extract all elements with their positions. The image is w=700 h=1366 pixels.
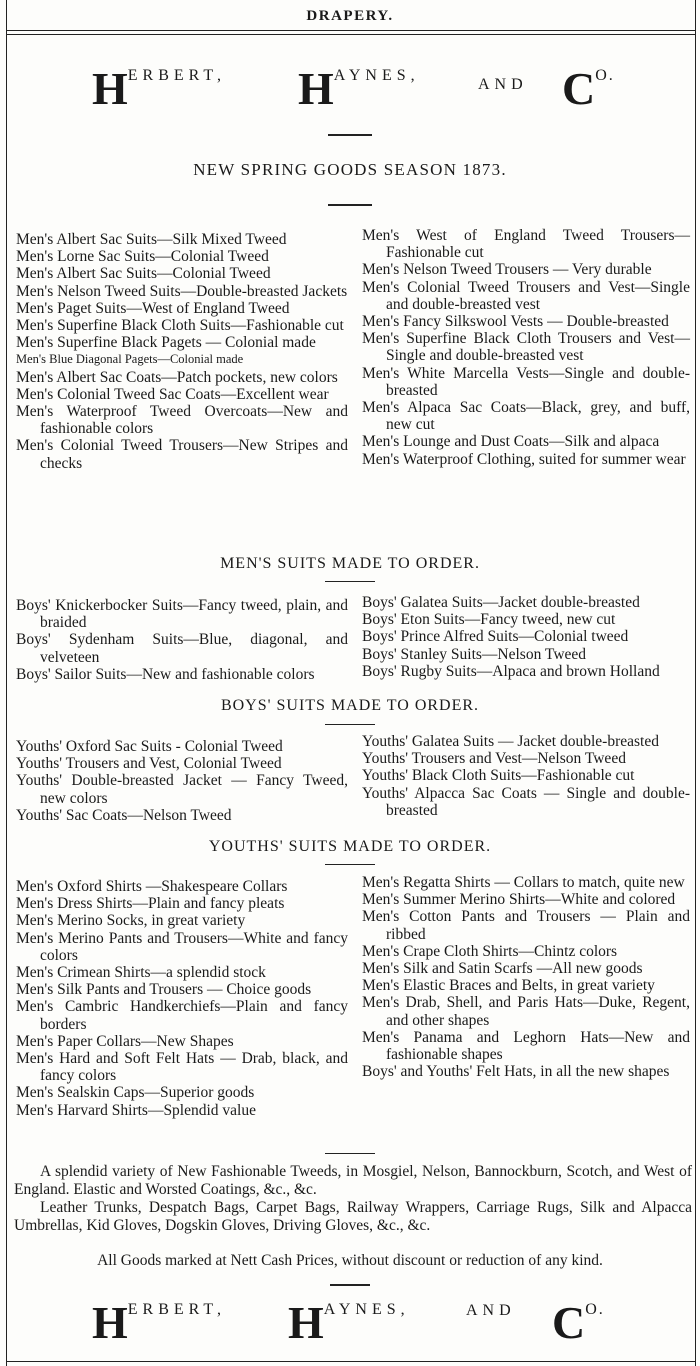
bottom-rule: [6, 1361, 696, 1362]
list-item: Men's Albert Sac Suits—Colonial Tweed: [16, 265, 271, 283]
list-item: Men's Paper Collars—New Shapes: [16, 1032, 234, 1050]
firm-word-and: AND: [466, 1302, 516, 1319]
divider-rule: [328, 204, 372, 206]
list-item: Men's Oxford Shirts —Shakespeare Collars: [16, 878, 288, 895]
list-item: Men's Silk Pants and Trousers — Choice goods: [16, 981, 312, 999]
list-item: Men's Fancy Silkswool Vests — Double-breasted: [362, 313, 669, 331]
list-item: Men's Superfine Black Cloth Trousers and Vest—Single and double-breasted vest: [362, 330, 690, 365]
section-label: DRAPERY.: [306, 8, 394, 24]
leather-paragraph: Leather Trunks, Despatch Bags, Carpet Bags, Railway Wrappers, Carriage Rugs, Silk and Alpacca Umbrellas, Kid Gloves, Dogskin Gloves, Driving Gloves, &c., &c.: [14, 1199, 692, 1234]
list-item: Boys' Sailor Suits—New and fashionable colors: [16, 665, 315, 683]
list-item: Men's Colonial Tweed Trousers—New Stripes and checks: [16, 437, 348, 472]
list-item: Youths' Alpacca Sac Coats — Single and double-breasted: [362, 784, 690, 819]
list-item: Boys' and Youths' Felt Hats, in all the new shapes: [362, 1063, 670, 1081]
firm-word-haynes: AYNES,: [323, 1301, 410, 1318]
list-item: Men's Paget Suits—West of England Tweed: [16, 299, 290, 317]
list-item: Boys' Prince Alfred Suits—Colonial tweed: [362, 628, 629, 646]
misc-right-column: [362, 874, 690, 1080]
firm-initial-c: C: [552, 1297, 586, 1348]
list-item: Men's Dress Shirts—Plain and fancy pleats: [16, 895, 285, 913]
list-item: Youths' Galatea Suits — Jacket double-breasted: [362, 733, 659, 750]
list-item: Men's Lorne Sac Suits—Colonial Tweed: [16, 248, 269, 266]
list-item: Youths' Trousers and Vest—Nelson Tweed: [362, 750, 626, 768]
firm-name-top: [0, 63, 700, 116]
divider-rule: [325, 1153, 375, 1154]
firm-word-herbert: ERBERT,: [127, 67, 226, 84]
youths-left-column: [16, 738, 348, 824]
list-item: Youths' Sac Coats—Nelson Tweed: [16, 806, 232, 824]
misc-left-column: [16, 878, 348, 1119]
list-item: Men's Drab, Shell, and Paris Hats—Duke, Regent, and other shapes: [362, 994, 690, 1029]
list-item: Men's Sealskin Caps—Superior goods: [16, 1084, 255, 1102]
list-item: Men's Crape Cloth Shirts—Chintz colors: [362, 942, 618, 960]
mens-left-column: [16, 231, 348, 472]
mens-heading: MEN'S SUITS MADE TO ORDER.: [220, 555, 480, 572]
list-item: Men's Harvard Shirts—Splendid value: [16, 1101, 256, 1119]
boys-right-column: [362, 594, 690, 680]
list-item: Men's Summer Merino Shirts—White and colored: [362, 891, 676, 909]
mens-right-column: [362, 227, 690, 468]
list-item: Men's Waterproof Tweed Overcoats—New and fashionable colors: [16, 403, 348, 438]
divider-rule: [325, 581, 375, 582]
divider-rule: [325, 724, 375, 725]
list-item: Men's Cotton Pants and Trousers — Plain and ribbed: [362, 908, 690, 943]
list-item: Men's Alpaca Sac Coats—Black, grey, and buff, new cut: [362, 399, 690, 434]
list-item: Boys' Rugby Suits—Alpaca and brown Holland: [362, 662, 660, 680]
list-item: Men's Elastic Braces and Belts, in great variety: [362, 977, 655, 995]
list-item: Boys' Stanley Suits—Nelson Tweed: [362, 645, 587, 663]
list-item: Men's Crimean Shirts—a splendid stock: [16, 964, 266, 982]
firm-initial-h1: H: [92, 63, 128, 114]
top-rule: [6, 30, 696, 31]
firm-word-co: O.: [595, 67, 615, 84]
list-item: Men's Hard and Soft Felt Hats — Drab, black, and fancy colors: [16, 1050, 348, 1085]
season-title: NEW SPRING GOODS SEASON 1873.: [193, 160, 507, 179]
list-item: Men's Nelson Tweed Trousers — Very durable: [362, 261, 652, 279]
firm-word-herbert: ERBERT,: [127, 1301, 226, 1318]
list-item: Youths' Double-breasted Jacket — Fancy Tweed, new colors: [16, 772, 348, 807]
firm-initial-h2: H: [298, 63, 334, 114]
list-item: Youths' Trousers and Vest, Colonial Tweed: [16, 755, 282, 773]
youths-right-column: [362, 733, 690, 819]
list-item: Youths' Black Cloth Suits—Fashionable cut: [362, 767, 635, 785]
boys-left-column: [16, 597, 348, 683]
list-item: Boys' Sydenham Suits—Blue, diagonal, and velveteen: [16, 631, 348, 666]
list-item: Men's Superfine Black Cloth Suits—Fashionable cut: [16, 317, 344, 335]
divider-rule: [330, 1284, 370, 1286]
list-item: Men's Cambric Handkerchiefs—Plain and fancy borders: [16, 998, 348, 1033]
firm-initial-h1: H: [92, 1297, 128, 1348]
list-item: Boys' Eton Suits—Fancy tweed, new cut: [362, 611, 616, 629]
list-item: Men's White Marcella Vests—Single and double-breasted: [362, 364, 690, 399]
list-item: Men's Nelson Tweed Suits—Double-breasted Jackets: [16, 282, 348, 300]
list-item: Men's Waterproof Clothing, suited for summer wear: [362, 450, 686, 468]
firm-word-co: O.: [585, 1301, 605, 1318]
list-item: Men's West of England Tweed Trousers—Fashionable cut: [362, 227, 690, 262]
list-item: Men's Albert Sac Suits—Silk Mixed Tweed: [16, 231, 287, 248]
list-item: Men's Colonial Tweed Trousers and Vest—Single and double-breasted vest: [362, 278, 690, 313]
firm-name-bottom: [0, 1297, 700, 1350]
list-item: Men's Regatta Shirts — Collars to match, quite new: [362, 874, 685, 891]
youths-heading: YOUTHS' SUITS MADE TO ORDER.: [208, 838, 492, 855]
list-item: Men's Lounge and Dust Coats—Silk and alpaca: [362, 433, 660, 451]
nett-prices-note: All Goods marked at Nett Cash Prices, without discount or reduction of any kind.: [97, 1252, 603, 1269]
top-rule-double: [6, 34, 696, 35]
list-item: Men's Superfine Black Pagets — Colonial made: [16, 334, 316, 352]
firm-initial-c: C: [562, 63, 596, 114]
list-item: Boys' Galatea Suits—Jacket double-breasted: [362, 594, 640, 611]
list-item: Men's Albert Sac Coats—Patch pockets, new colors: [16, 368, 338, 386]
firm-word-haynes: AYNES,: [333, 67, 420, 84]
boys-heading: BOYS' SUITS MADE TO ORDER.: [220, 697, 480, 714]
list-item: Men's Silk and Satin Scarfs —All new goods: [362, 960, 643, 978]
list-item: Youths' Oxford Sac Suits - Colonial Tweed: [16, 738, 283, 755]
list-item: Men's Merino Pants and Trousers—White and fancy colors: [16, 929, 348, 964]
divider-rule: [325, 864, 375, 865]
firm-word-and: AND: [478, 76, 528, 93]
list-item: Boys' Knickerbocker Suits—Fancy tweed, plain, and braided: [16, 597, 348, 632]
tweeds-paragraph: A splendid variety of New Fashionable Tweeds, in Mosgiel, Nelson, Bannockburn, Scotch, and West of England. Elastic and Worsted Coatings, &c., &c.: [14, 1163, 692, 1198]
list-item: Men's Colonial Tweed Sac Coats—Excellent wear: [16, 385, 329, 403]
firm-initial-h2: H: [288, 1297, 324, 1348]
list-item: Men's Blue Diagonal Pagets—Colonial made: [16, 352, 244, 367]
list-item: Men's Merino Socks, in great variety: [16, 912, 246, 930]
list-item: Men's Panama and Leghorn Hats—New and fashionable shapes: [362, 1028, 690, 1064]
divider-rule: [328, 134, 372, 136]
